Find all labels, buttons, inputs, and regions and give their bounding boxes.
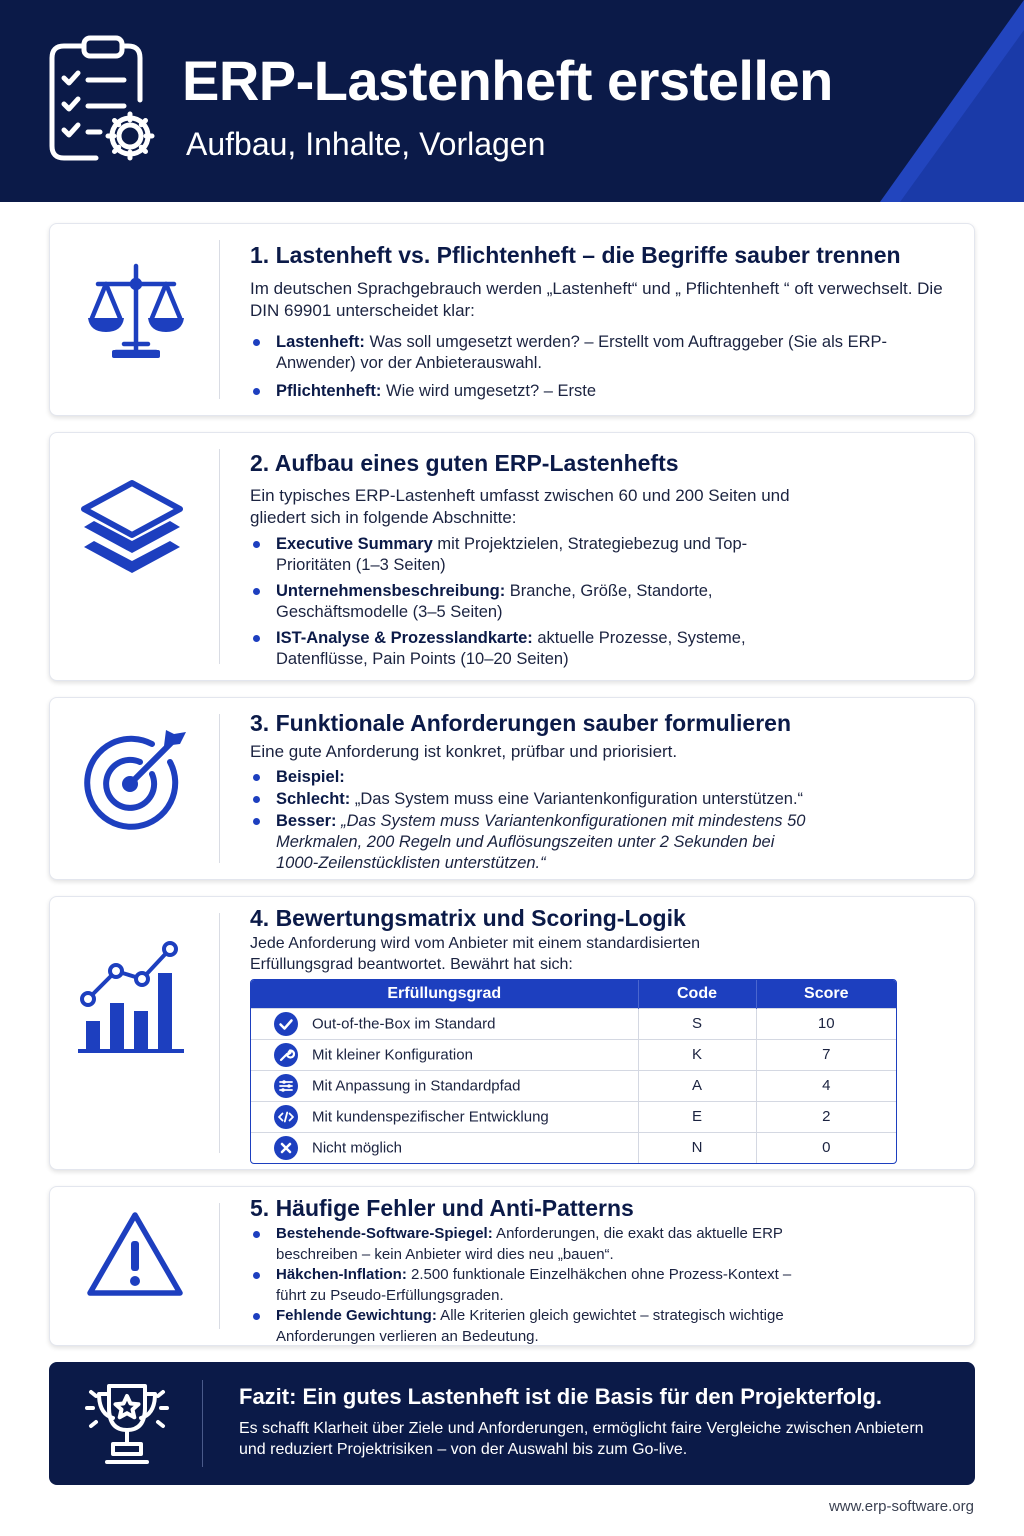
table-header-cell: Code [638, 980, 756, 1008]
list-item: IST-Analyse & Prozesslandkarte: aktuelle Prozesse, Systeme, Datenflüsse, Pain Points (10–20 Seiten) [250, 628, 750, 670]
page-subtitle: Aufbau, Inhalte, Vorlagen [186, 126, 546, 162]
list-item: Unternehmensbeschreibung: Branche, Größe, Standorte, Geschäftsmodelle (3–5 Seiten) [250, 581, 750, 623]
table-cell [251, 1132, 638, 1163]
list-item: Executive Summary mit Projektzielen, Strategiebezug und Top-Prioritäten (1–3 Seiten) [250, 534, 750, 576]
table-cell [251, 1039, 638, 1070]
table-cell [251, 1008, 638, 1039]
section-card-2 [49, 432, 975, 681]
list-item: Beispiel: [250, 767, 810, 788]
section-card-1 [49, 223, 975, 416]
trophy-icon [79, 1378, 175, 1470]
warning-icon [84, 1209, 186, 1301]
section-intro: Im deutschen Sprachgebrauch werden „Lastenheft“ und „ Pflichtenheft “ oft verwechselt. Die DIN 69901 unterscheidet klar: [250, 279, 943, 320]
code-icon [274, 1105, 298, 1129]
list-item: Lastenheft: Was soll umgesetzt werden? – Erstellt vom Auftraggeber (Sie als ERP-Anwender) vor der Anbieterauswahl. [250, 332, 890, 374]
wrench-icon [274, 1043, 298, 1067]
scoring-table [250, 979, 897, 1164]
section-divider [219, 913, 220, 1153]
header-banner [0, 0, 1024, 202]
table-row [251, 1039, 896, 1070]
table-cell-code: A [638, 1070, 756, 1101]
list-item: Bestehende-Software-Spiegel: Anforderungen, die exakt das aktuelle ERP beschreiben – kein Anbieter wird dies neu „bauen“. [250, 1224, 810, 1265]
section-card-4 [49, 896, 975, 1170]
section-title: 4. Bewertungsmatrix und Scoring-Logik [250, 905, 686, 931]
x-circle-icon [274, 1136, 298, 1160]
table-cell-score: 4 [756, 1070, 896, 1101]
table-cell-score: 10 [756, 1008, 896, 1039]
table-row [251, 1070, 896, 1101]
table-cell-score: 0 [756, 1132, 896, 1163]
page-title: ERP-Lastenheft erstellen [182, 49, 833, 112]
target-icon [82, 724, 190, 832]
scales-icon [84, 262, 188, 364]
bullet-list [250, 767, 810, 874]
check-circle-icon [274, 1012, 298, 1036]
section-divider [219, 714, 220, 863]
section-title: 3. Funktionale Anforderungen sauber formulieren [250, 710, 791, 736]
list-item: Besser: „Das System muss Variantenkonfigurationen mit mindestens 50 Merkmalen, 200 Regeln und Auflösungszeiten unter 2 Sekunden bei 1000-Zeilenstücklisten unterstützen.“ [250, 811, 810, 874]
list-item: Schlecht: „Das System muss eine Variantenkonfiguration unterstützen.“ [250, 789, 810, 810]
section-title: 2. Aufbau eines guten ERP-Lastenhefts [250, 450, 679, 476]
table-row [251, 1101, 896, 1132]
bullet-list [250, 534, 750, 670]
table-cell-label: Mit Anpassung in Standardpfad [312, 1077, 521, 1094]
conclusion-text: Es schafft Klarheit über Ziele und Anforderungen, ermöglicht faire Vergleiche zwischen Anbietern und reduziert Projektrisiken – von der Auswahl bis zum Go-live. [239, 1420, 924, 1458]
section-divider [219, 449, 220, 664]
table-cell [251, 1070, 638, 1101]
section-divider [219, 1203, 220, 1329]
table-cell-code: N [638, 1132, 756, 1163]
table-cell-label: Mit kleiner Konfiguration [312, 1046, 473, 1063]
table-cell-code: K [638, 1039, 756, 1070]
conclusion-title: Fazit: Ein gutes Lastenheft ist die Basis für den Projekterfolg. [239, 1384, 882, 1409]
table-header-row [251, 980, 896, 1008]
list-item: Pflichtenheft: Wie wird umgesetzt? – Erste [250, 381, 890, 402]
conclusion-divider [202, 1380, 203, 1467]
table-row [251, 1008, 896, 1039]
table-cell-code: S [638, 1008, 756, 1039]
conclusion-box [49, 1362, 975, 1485]
table-cell-label: Mit kundenspezifischer Entwicklung [312, 1108, 549, 1125]
section-title: 5. Häufige Fehler und Anti-Patterns [250, 1195, 634, 1221]
section-card-5 [49, 1186, 975, 1346]
table-header-cell: Erfüllungsgrad [251, 980, 638, 1008]
table-cell-code: E [638, 1101, 756, 1132]
bullet-list [250, 1224, 810, 1347]
table-header-cell: Score [756, 980, 896, 1008]
section-title: 1. Lastenheft vs. Pflichtenheft – die Begriffe sauber trennen [250, 242, 901, 268]
clipboard-checklist-gear-icon [44, 34, 162, 166]
list-item: Fehlende Gewichtung: Alle Kriterien gleich gewichtet – strategisch wichtige Anforderungen verlieren an Bedeutung. [250, 1306, 810, 1347]
bullet-list [250, 332, 890, 402]
table-cell-score: 7 [756, 1039, 896, 1070]
sliders-icon [274, 1074, 298, 1098]
table-row [251, 1132, 896, 1163]
table-cell [251, 1101, 638, 1132]
footer-url: www.erp-software.org [828, 1498, 974, 1515]
table-cell-label: Out-of-the-Box im Standard [312, 1015, 496, 1032]
list-item: Häkchen-Inflation: 2.500 funktionale Einzelhäkchen ohne Prozess-Kontext – führt zu Pseudo-Erfüllungsgraden. [250, 1265, 810, 1306]
layers-icon [80, 477, 184, 581]
table-cell-label: Nicht möglich [312, 1139, 403, 1157]
table-cell-score: 2 [756, 1101, 896, 1132]
section-card-3 [49, 697, 975, 880]
section-intro: Ein typisches ERP-Lastenheft umfasst zwischen 60 und 200 Seiten und gliedert sich in folgende Abschnitte: [250, 486, 790, 527]
section-divider [219, 240, 220, 399]
section-intro: Eine gute Anforderung ist konkret, prüfbar und priorisiert. [250, 742, 678, 761]
section-intro: Jede Anforderung wird vom Anbieter mit einem standardisierten Erfüllungsgrad beantwortet. Bewährt hat sich: [250, 935, 701, 973]
bar-chart-icon [76, 939, 188, 1055]
